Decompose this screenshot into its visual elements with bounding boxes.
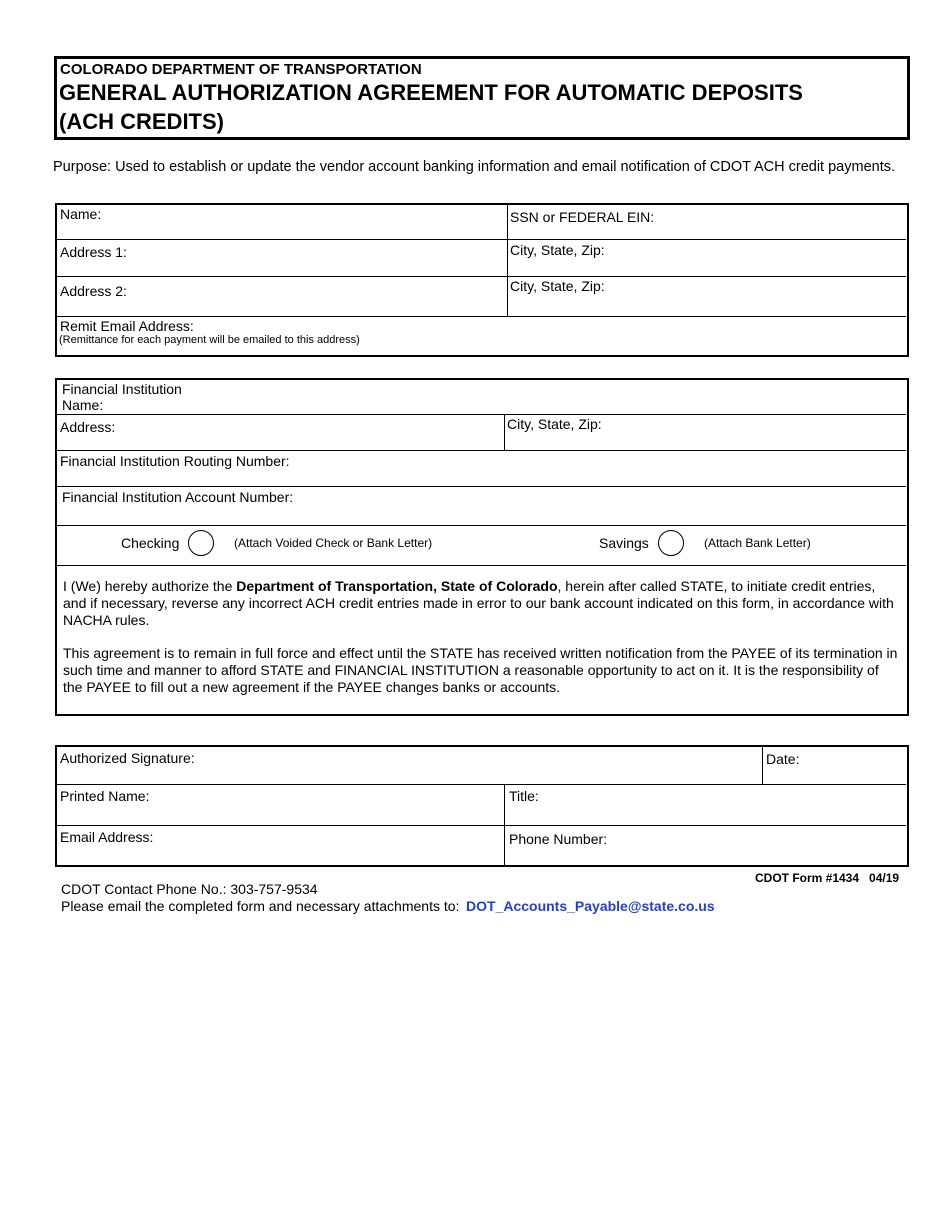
page-title-line2: (ACH CREDITS) [59,109,224,134]
signer-email-input[interactable] [60,845,504,865]
phone-number-input[interactable] [620,829,904,863]
fi-name-label-line1: Financial Institution [62,381,182,397]
fi-city-state-zip-label: City, State, Zip: [507,416,602,432]
account-number-label: Financial Institution Account Number: [62,489,294,505]
title-input[interactable] [509,804,905,824]
printed-name-label: Printed Name: [60,788,150,804]
fi-address-input[interactable] [125,417,499,449]
accounts-payable-email-link[interactable]: DOT_Accounts_Payable@state.co.us [466,898,715,914]
date-label: Date: [766,751,800,767]
fi-name-label-line2: Name: [62,397,104,413]
authorized-signature-label: Authorized Signature: [60,750,195,766]
ssn-ein-input[interactable] [660,207,904,237]
fi-city-state-zip-input[interactable] [507,432,904,450]
contact-phone: CDOT Contact Phone No.: 303-757-9534 [61,881,318,897]
city-state-zip-1-label: City, State, Zip: [510,242,605,258]
routing-number-input[interactable] [300,453,904,485]
address2-input[interactable] [130,280,504,314]
title-label: Title: [509,788,539,804]
agency-name: COLORADO DEPARTMENT OF TRANSPORTATION [60,61,422,78]
printed-name-input[interactable] [60,804,504,824]
savings-note: (Attach Bank Letter) [704,536,811,550]
checking-label: Checking [121,535,180,551]
remit-email-label: Remit Email Address: [60,318,194,334]
city-state-zip-2-input[interactable] [510,295,904,315]
city-state-zip-1-input[interactable] [510,258,904,276]
vendor-name-input[interactable] [60,222,504,239]
phone-number-label: Phone Number: [509,831,608,847]
authorization-paragraph-2: This agreement is to remain in full force and effect until the STATE has received written notification from the PAYEE of its termination in such time and manner to afford STATE and FINANCIAL INSTITUTION a reasonable opportunity to act on it. It is the responsibility of the PAYEE to fill out a new agreement if the PAYEE changes banks or accounts. [63,645,898,695]
checking-radio[interactable] [188,530,214,556]
savings-label: Savings [599,535,649,551]
page-title-line1: GENERAL AUTHORIZATION AGREEMENT FOR AUTOMATIC DEPOSITS [59,80,803,105]
address1-input[interactable] [130,242,504,274]
date-input[interactable] [806,750,906,782]
remit-email-note: (Remittance for each payment will be emailed to this address) [59,334,360,346]
authorized-signature-field[interactable] [210,750,755,780]
remit-email-input[interactable] [360,320,904,352]
ssn-ein-label: SSN or FEDERAL EIN: [510,209,655,225]
authorization-paragraph-1: I (We) hereby authorize the Department of Transportation, State of Colorado, herein after called STATE, to initiate credit entries, and if necessary, reverse any incorrect ACH credit entries made in error to our bank account indicated on this form, in accordance with NACHA rules. [63,578,894,628]
purpose-text: Purpose: Used to establish or update the vendor account banking information and email notification of CDOT ACH credit payments. [53,159,895,175]
city-state-zip-2-label: City, State, Zip: [510,278,605,294]
address1-label: Address 1: [60,244,127,260]
signer-email-label: Email Address: [60,829,154,845]
fi-address-label: Address: [60,419,116,435]
checking-note: (Attach Voided Check or Bank Letter) [234,536,433,550]
address2-label: Address 2: [60,283,127,299]
email-instruction: Please email the completed form and necessary attachments to: [61,898,460,914]
account-number-input[interactable] [300,490,904,524]
fi-name-input[interactable] [200,382,904,414]
authorization-agency-name: Department of Transportation, State of Colorado [236,578,558,594]
vendor-name-label: Name: [60,206,102,222]
routing-number-label: Financial Institution Routing Number: [60,453,290,469]
savings-radio[interactable] [658,530,684,556]
form-id: CDOT Form #1434 04/19 [755,871,900,885]
